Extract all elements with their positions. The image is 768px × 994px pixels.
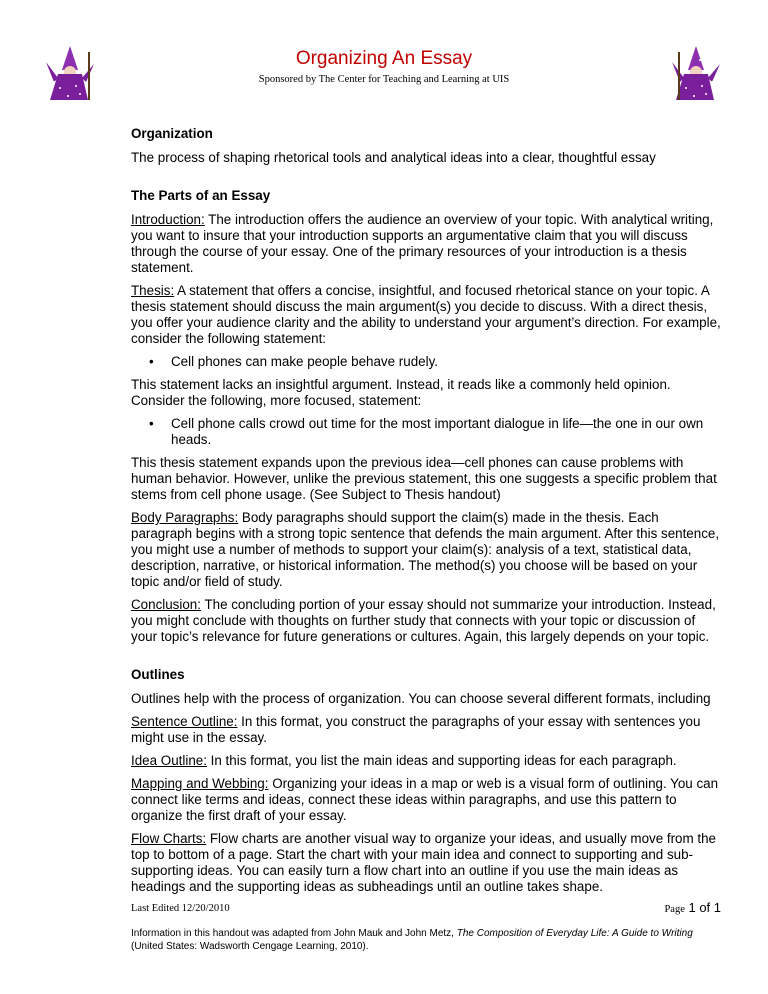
document-header bbox=[0, 40, 768, 115]
example-list-2 bbox=[131, 416, 721, 448]
paragraph-sentence-outline: Sentence Outline: In this format, you construct the paragraphs of your essay with sentences you might use in the essay. bbox=[131, 714, 701, 745]
paragraph-flow-charts: Flow Charts: Flow charts are another visual way to organize your ideas, and usually move from the top to bottom of a page. Start the chart with your main idea and connect to supporting and sub-supporting ideas. You can easily turn a flow chart into an outline if you use the main ideas as headings and the supporting ideas as subheadings until an outline takes shape. bbox=[131, 831, 716, 894]
heading-parts: The Parts of an Essay bbox=[131, 188, 271, 203]
paragraph-introduction: Introduction: The introduction offers the audience an overview of your topic. With analytical writing, you want to insure that your introduction supports an argumentative claim that you will discuss through the course of your essay. One of the primary resources of your introduction is a thesis statement. bbox=[131, 212, 714, 275]
page-number: Page 1 of 1 bbox=[664, 900, 721, 915]
paragraph-after-bullet1: This statement lacks an insightful argument. Instead, it reads like a commonly held opinion. Consider the following, more focused, statement: bbox=[131, 377, 671, 408]
label-mapping: Mapping and Webbing: bbox=[131, 776, 269, 791]
list-item: • Cell phones can make people behave rudely. bbox=[171, 354, 721, 370]
wizard-icon bbox=[666, 42, 728, 108]
heading-outlines: Outlines bbox=[131, 667, 185, 682]
last-edited: Last Edited 12/20/2010 bbox=[131, 903, 230, 914]
source-credit: Information in this handout was adapted from John Mauk and John Metz, The Composition of Everyday Life: A Guide to Writing (United States: Wadsworth Cengage Learning, 2010). bbox=[131, 928, 693, 952]
paragraph-conclusion: Conclusion: The concluding portion of your essay should not summarize your introduction. Instead, you might conclude with thoughts on further study that connects with your topic or discussion of your topic’s relevance for future generations or cultures. Again, this largely depends on your topic. bbox=[131, 597, 716, 644]
label-body: Body Paragraphs: bbox=[131, 510, 239, 525]
document-title: Organizing An Essay bbox=[295, 48, 473, 69]
book-title: The Composition of Everyday Life: A Guide to Writing bbox=[456, 928, 693, 939]
outlines-intro: Outlines help with the process of organization. You can choose several different formats, including bbox=[131, 691, 711, 706]
document-body bbox=[131, 126, 721, 902]
label-introduction: Introduction: bbox=[131, 212, 205, 227]
paragraph-idea-outline: Idea Outline: In this format, you list the main ideas and supporting ideas for each paragraph. bbox=[131, 753, 677, 768]
label-conclusion: Conclusion: bbox=[131, 597, 201, 612]
paragraph-mapping: Mapping and Webbing: Organizing your ideas in a map or web is a visual form of outlining. You can connect like terms and ideas, connect these ideas within paragraphs, and use this pattern to organize the first draft of your essay. bbox=[131, 776, 719, 823]
label-sentence-outline: Sentence Outline: bbox=[131, 714, 238, 729]
label-idea-outline: Idea Outline: bbox=[131, 753, 207, 768]
document-footer bbox=[131, 900, 721, 953]
paragraph-after-bullet2: This thesis statement expands upon the previous idea—cell phones can cause problems with human behavior. However, unlike the previous statement, this one suggests a specific problem that stems from cell phone usage. (See Subject to Thesis handout) bbox=[131, 455, 717, 502]
heading-organization: Organization bbox=[131, 126, 213, 141]
list-item: • Cell phone calls crowd out time for the most important dialogue in life—the one in our own heads. bbox=[171, 416, 721, 448]
example-list-1 bbox=[131, 354, 721, 370]
paragraph-thesis: Thesis: A statement that offers a concise, insightful, and focused rhetorical stance on your topic. A thesis statement should discuss the main argument(s) you decide to discuss. With a direct thesis, you offer your audience clarity and the ability to understand your argument’s direction. For example, consider the following statement: bbox=[131, 283, 721, 346]
paragraph-body: Body Paragraphs: Body paragraphs should support the claim(s) made in the thesis. Each paragraph begins with a strong topic sentence that defends the main argument. After this sentence, you might use a number of methods to support your claim(s): analysis of a text, statistical data, description, narrative, or historical information. The method(s) you choose will be based on your topic and/or field of study. bbox=[131, 510, 720, 589]
label-thesis: Thesis: bbox=[131, 283, 175, 298]
document-subtitle: Sponsored by The Center for Teaching and Learning at UIS bbox=[258, 74, 510, 85]
label-flow-charts: Flow Charts: bbox=[131, 831, 207, 846]
organization-text: The process of shaping rhetorical tools and analytical ideas into a clear, thoughtful essay bbox=[131, 150, 656, 165]
